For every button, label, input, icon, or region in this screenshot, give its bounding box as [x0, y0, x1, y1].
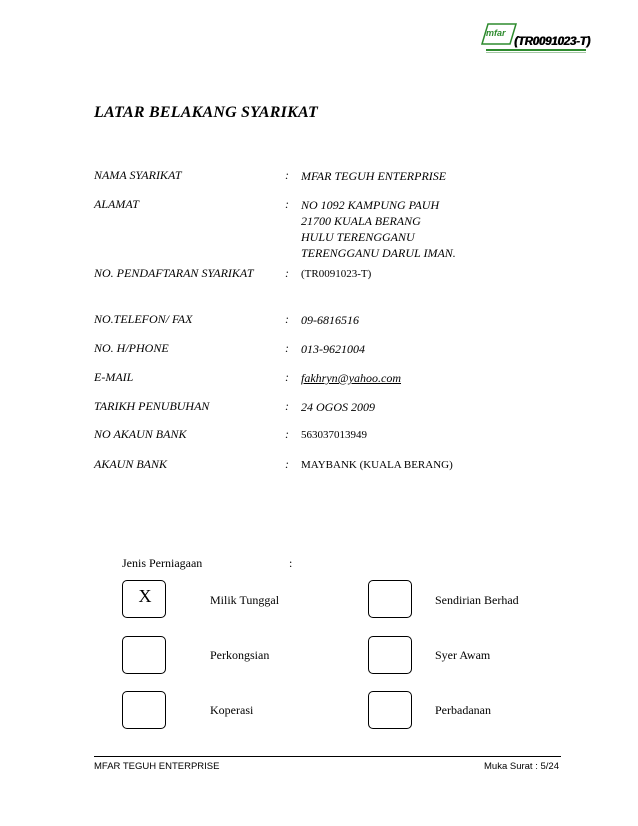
colon: :: [285, 266, 289, 280]
address-line-2: 21700 KUALA BERANG: [301, 214, 421, 228]
email-link[interactable]: fakhryn@yahoo.com: [301, 371, 402, 385]
address-line-3: HULU TERENGGANU: [301, 230, 415, 244]
established-value: 24 OGOS 2009: [301, 400, 375, 414]
registration-badge: (TR0091023-T): [514, 36, 591, 48]
business-type-colon: :: [289, 556, 293, 570]
option-label-milik-tunggal: Milik Tunggal: [210, 593, 280, 607]
option-label-sendirian-berhad: Sendirian Berhad: [435, 593, 519, 607]
address-value: [301, 197, 456, 261]
address-line-1: NO 1092 KAMPUNG PAUH: [301, 198, 440, 212]
checkbox-sendirian-berhad[interactable]: [368, 580, 412, 618]
handphone-value: 013-9621004: [301, 342, 365, 356]
bank-label: AKAUN BANK: [94, 457, 168, 471]
company-name-value: MFAR TEGUH ENTERPRISE: [301, 169, 447, 183]
colon: :: [285, 168, 289, 182]
footer-rule: [94, 756, 561, 757]
business-type-label: Jenis Perniagaan: [122, 556, 203, 570]
checkbox-perkongsian[interactable]: [122, 636, 166, 674]
check-mark-x: X: [138, 586, 152, 606]
registration-label: NO. PENDAFTARAN SYARIKAT: [94, 266, 254, 280]
bank-account-no-value: 563037013949: [301, 429, 367, 441]
email-label: E-MAIL: [94, 370, 134, 384]
page-title: LATAR BELAKANG SYARIKAT: [94, 104, 318, 121]
address-line-4: TERENGGANU DARUL IMAN.: [301, 246, 456, 260]
checkbox-syer-awam[interactable]: [368, 636, 412, 674]
company-name-label: NAMA SYARIKAT: [94, 168, 182, 182]
checkbox-perbadanan[interactable]: [368, 691, 412, 729]
option-label-perkongsian: Perkongsian: [210, 648, 270, 662]
colon: :: [285, 312, 289, 326]
header-rule: [486, 49, 586, 51]
phone-fax-value: 09-6816516: [301, 313, 359, 327]
colon: :: [285, 427, 289, 441]
checkbox-koperasi[interactable]: [122, 691, 166, 729]
colon: :: [285, 370, 289, 384]
address-label: ALAMAT: [94, 197, 139, 211]
footer-page-number: Muka Surat : 5/24: [484, 761, 559, 772]
logo-text: mfar: [486, 28, 506, 38]
bank-value: MAYBANK (KUALA BERANG): [301, 459, 453, 471]
header-rule-light: [486, 52, 586, 53]
bank-account-no-label: NO AKAUN BANK: [94, 427, 187, 441]
colon: :: [285, 197, 289, 211]
established-label: TARIKH PENUBUHAN: [94, 399, 210, 413]
footer-company: MFAR TEGUH ENTERPRISE: [94, 761, 220, 772]
colon: :: [285, 341, 289, 355]
registration-value: (TR0091023-T): [301, 268, 372, 280]
colon: :: [285, 399, 289, 413]
option-label-perbadanan: Perbadanan: [435, 703, 491, 717]
colon: :: [285, 457, 289, 471]
option-label-syer-awam: Syer Awam: [435, 648, 491, 662]
checkbox-milik-tunggal[interactable]: [122, 580, 166, 618]
option-label-koperasi: Koperasi: [210, 703, 254, 717]
phone-fax-label: NO.TELEFON/ FAX: [94, 312, 193, 326]
handphone-label: NO. H/PHONE: [94, 341, 169, 355]
